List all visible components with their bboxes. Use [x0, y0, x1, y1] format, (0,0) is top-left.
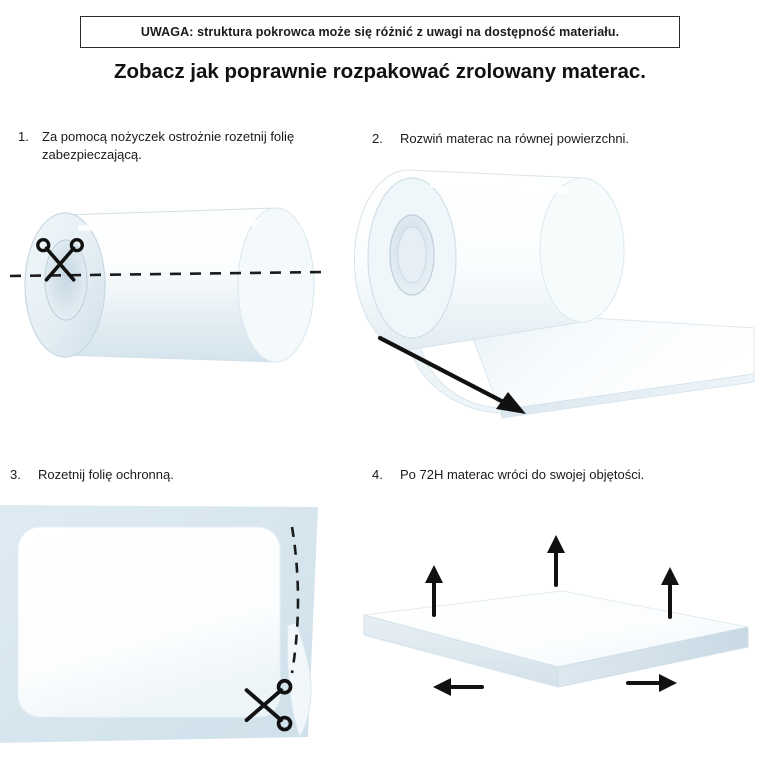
step-2-caption	[372, 130, 732, 148]
arrow-up-right	[661, 567, 679, 617]
expanded-mattress-graphic	[364, 591, 748, 687]
arrow-right	[628, 674, 677, 692]
step-3-caption	[10, 466, 340, 484]
step-2-number: 2.	[372, 131, 383, 146]
step-1-text: Za pomocą nożyczek ostrożnie rozetnij folię zabezpieczającą.	[42, 129, 295, 162]
step-2-illustration	[350, 160, 760, 440]
step-4-illustration	[350, 515, 760, 745]
step-1-number: 1.	[18, 129, 29, 144]
step-4-text: Po 72H materac wróci do swojej objętości.	[400, 467, 645, 482]
wrapped-mattress-graphic	[0, 505, 318, 743]
step-1-illustration	[8, 180, 338, 380]
step-3-text: Rozetnij folię ochronną.	[38, 467, 174, 482]
step-4-caption	[372, 466, 742, 484]
unrolling-mattress-graphic	[354, 170, 754, 418]
rolled-mattress-graphic	[25, 208, 314, 362]
step-4-number: 4.	[372, 467, 383, 482]
step-2-text: Rozwiń materac na równej powierzchni.	[400, 131, 630, 146]
page-title: Zobacz jak poprawnie rozpakować zrolowany materac.	[113, 60, 647, 83]
arrow-up-center	[547, 535, 565, 585]
notice-text: UWAGA: struktura pokrowca może się różnić z uwagi na dostępność materiału.	[140, 25, 620, 39]
step-1-caption	[18, 128, 338, 163]
step-3-illustration	[0, 505, 340, 760]
notice-banner	[80, 16, 680, 48]
arrow-left	[433, 678, 482, 696]
step-3-number: 3.	[10, 467, 21, 482]
